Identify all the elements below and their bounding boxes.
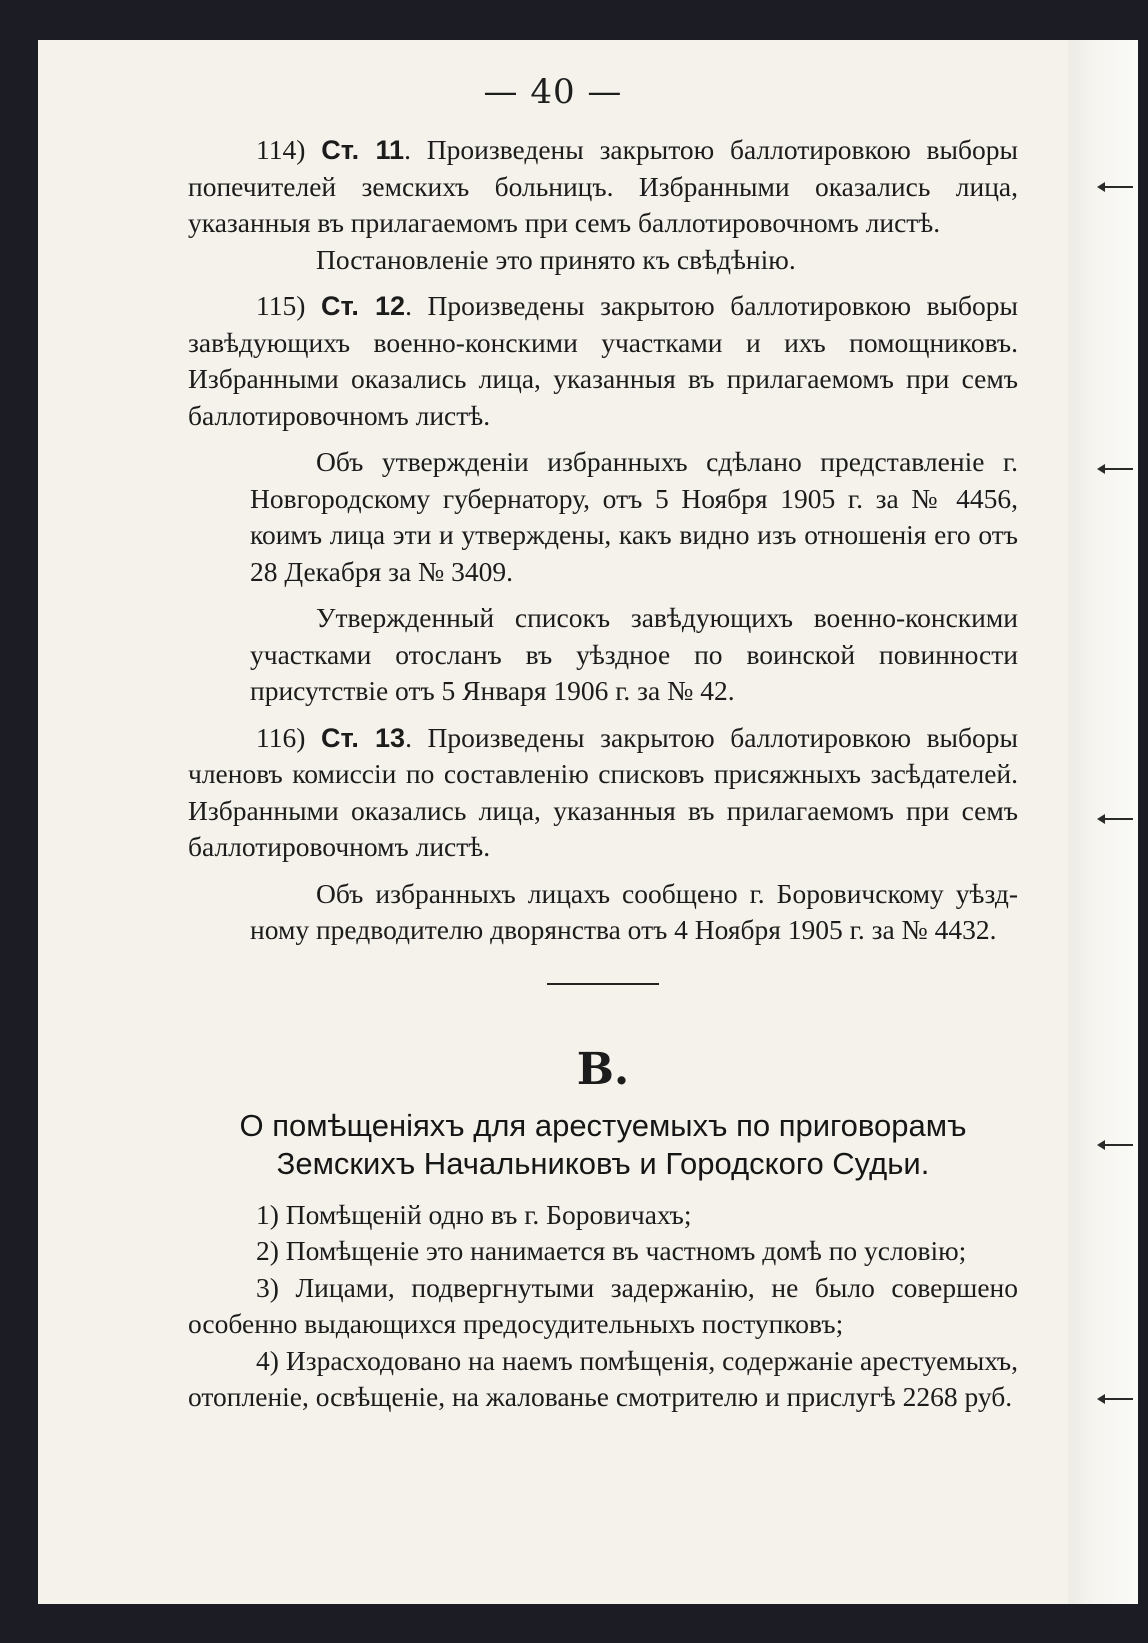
section-letter: В. — [576, 1043, 630, 1095]
item-note-first-line: Утвержденный списокъ завѣдующихъ военно-конскими — [316, 602, 1018, 633]
section-divider — [547, 983, 659, 985]
section-point: 2) Помѣщеніе это нанимается въ частномъ домѣ по условію; — [256, 1235, 967, 1266]
section-point: 4) Израсходовано на наемъ помѣщенія, содержаніе арестуемыхъ, отопленіе, освѣщеніе, на жалованье смотрителю и прислугѣ 2268 руб. — [188, 1344, 1018, 1412]
item-note-first-line: Объ избранныхъ лицахъ сообщено г. Боровичскому уѣзд- — [316, 877, 1018, 909]
page-number: — 40 — — [483, 72, 623, 112]
page-tab-marker — [1103, 818, 1133, 820]
item-note-continuation: ному предводителю дворянства отъ 4 Ноября 1905 г. за № 4432. — [250, 914, 997, 945]
item-note-continuation: участками отосланъ въ уѣздное по воинской повинности присутствіе отъ 5 Января 1906 г. за № 42. — [250, 638, 1018, 706]
scan-border-left — [0, 0, 38, 1643]
item-text: . Произведены закрытою баллотировкою выборы завѣдующихъ военно-конскими участками и ихъ помощниковъ. Избранными оказались лица, указанныя въ прилагаемомъ при семъ баллотировочномъ листѣ. — [188, 290, 1019, 431]
item-note-first-line: Объ утвержденіи избранныхъ сдѣлано представленіе г. — [316, 446, 1018, 477]
item-text: . Произведены закрытою баллотировкою выборы попечителей земскихъ больницъ. Избранными оказались лица, указанныя въ прилагаемомъ при семъ баллотировочномъ листѣ. — [188, 134, 1018, 238]
item-note-continuation: Новгородскому губернатору, отъ 5 Ноября 1905 г. за № 4456, коимъ лица эти и утверждены, какъ видно изъ отношенія его отъ 28 Декабря за № 3409. — [250, 482, 1018, 587]
scan-border-top — [0, 0, 1148, 40]
section-title — [176, 1107, 1030, 1183]
article-ref: Ст. 11 — [321, 135, 405, 165]
section-point: 3) Лицами, подвергнутыми задержанію, не было совершено особенно выдающихся предосудительныхъ поступковъ; — [188, 1271, 1018, 1339]
page-tab-marker — [1103, 186, 1133, 188]
item-note: Постановленіе это принято къ свѣдѣнію. — [316, 243, 796, 275]
scan-border-bottom — [0, 1604, 1148, 1643]
item-114 — [188, 132, 1018, 242]
section-title-line: Земскихъ Начальниковъ и Городского Судьи. — [276, 1145, 930, 1181]
page-tab-marker — [1103, 468, 1133, 470]
item-115 — [188, 288, 1018, 434]
section-title-line: О помѣщеніяхъ для арестуемыхъ по приговорамъ — [239, 1107, 967, 1143]
article-ref: Ст. 12 — [320, 291, 406, 321]
item-number: 116) — [256, 721, 306, 753]
article-ref: Ст. 13 — [320, 722, 406, 753]
item-number: 115) — [256, 290, 306, 321]
document-text — [188, 132, 1018, 1416]
document-page — [38, 40, 1138, 1604]
item-text: . Произведены закрытою баллотировкою выборы членовъ комиссіи по составленію списковъ присяжныхъ засѣдателей. Избранными оказались лица, указанныя въ прилагаемомъ при семъ баллотировочномъ листѣ. — [188, 721, 1019, 862]
section-point: 1) Помѣщеній одно въ г. Боровичахъ; — [256, 1198, 692, 1230]
item-116 — [188, 720, 1018, 866]
page-tab-marker — [1103, 1398, 1133, 1400]
page-tab-marker — [1103, 1144, 1133, 1146]
scan-border-right — [1138, 0, 1148, 1643]
item-number: 114) — [256, 134, 306, 165]
